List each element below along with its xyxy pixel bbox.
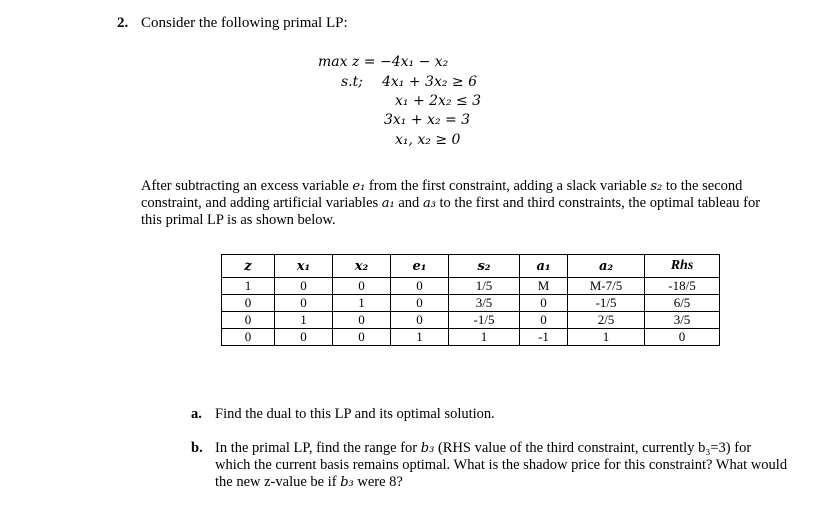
var-a3: a₃ <box>422 196 436 211</box>
var-s2: s₂ <box>650 179 663 194</box>
table-cell: 0 <box>391 295 449 312</box>
table-cell: -18/5 <box>645 278 720 295</box>
table-cell: 0 <box>275 278 333 295</box>
lp-objective <box>318 54 448 70</box>
table-row <box>222 278 720 295</box>
part-b-text <box>215 440 790 491</box>
table-cell: 0 <box>222 312 275 329</box>
table-cell: M <box>520 278 568 295</box>
col-header-s2: s₂ <box>449 255 520 278</box>
table-row <box>222 329 720 346</box>
lp-objective-expr: −4x₁ − x₂ <box>379 54 449 70</box>
table-cell: -1 <box>520 329 568 346</box>
part-b-label: b. <box>191 440 203 456</box>
question-number: 2. <box>117 15 129 31</box>
col-header-a2: a₂ <box>568 255 645 278</box>
table-cell: 0 <box>333 312 391 329</box>
col-header-x1: x₁ <box>275 255 333 278</box>
lp-objective-label: max z = <box>318 54 380 70</box>
lp-nonnegativity: x₁, x₂ ≥ 0 <box>395 132 461 148</box>
lp-constraint-2: x₁ + 2x₂ ≤ 3 <box>395 93 482 109</box>
col-header-x2: x₂ <box>333 255 391 278</box>
lp-st-label: s.t; <box>341 74 363 90</box>
part-a-label: a. <box>191 406 202 422</box>
table-cell: 2/5 <box>568 312 645 329</box>
optimal-tableau <box>221 254 720 346</box>
table-cell: 3/5 <box>449 295 520 312</box>
table-cell: 0 <box>391 312 449 329</box>
para-text-2: from the first constraint, adding a slack variable <box>365 178 651 194</box>
table-cell: 1 <box>222 278 275 295</box>
col-header-rhs: Rhs <box>645 255 720 278</box>
table-cell: -1/5 <box>568 295 645 312</box>
table-cell: 0 <box>333 278 391 295</box>
table-cell: 1 <box>275 312 333 329</box>
col-header-z: z <box>222 255 275 278</box>
part-b-text-1: In the primal LP, find the range for <box>215 440 421 456</box>
table-cell: 6/5 <box>645 295 720 312</box>
part-b-text-2: (RHS value of the third constraint, currently b₃=3) for which the current basis remains optimal. What is the shadow price for this constraint? What would the new z-value be if <box>215 440 788 490</box>
lp-constraint-3: 3x₁ + x₂ = 3 <box>384 112 471 128</box>
table-row <box>222 312 720 329</box>
table-cell: 1 <box>568 329 645 346</box>
question-prompt: Consider the following primal LP: <box>141 15 348 31</box>
table-row <box>222 295 720 312</box>
para-text-1: After subtracting an excess variable <box>141 178 353 194</box>
table-cell: 0 <box>520 312 568 329</box>
table-cell: 0 <box>645 329 720 346</box>
var-b3: b₃ <box>420 441 435 456</box>
table-cell: 1 <box>391 329 449 346</box>
para-text-3: to the second constraint, and adding artificial variables <box>141 178 743 211</box>
table-cell: 1 <box>449 329 520 346</box>
col-header-e1: e₁ <box>391 255 449 278</box>
table-cell: 0 <box>333 329 391 346</box>
table-cell: 1/5 <box>449 278 520 295</box>
part-a-text: Find the dual to this LP and its optimal solution. <box>215 406 495 422</box>
table-cell: 3/5 <box>645 312 720 329</box>
tableau-description <box>141 178 781 229</box>
table-cell: 0 <box>222 295 275 312</box>
col-header-a1: a₁ <box>520 255 568 278</box>
para-text-4: and <box>394 195 423 211</box>
var-a1: a₁ <box>381 196 395 211</box>
table-cell: 0 <box>391 278 449 295</box>
table-cell: 1 <box>333 295 391 312</box>
tableau-header-row <box>222 255 720 278</box>
table-cell: 0 <box>275 295 333 312</box>
part-b-text-3: were 8? <box>353 474 403 490</box>
table-cell: 0 <box>275 329 333 346</box>
para-text-5: to the first and third constraints, the optimal tableau for this primal LP is as shown below. <box>141 195 761 228</box>
table-cell: -1/5 <box>449 312 520 329</box>
table-cell: 0 <box>520 295 568 312</box>
var-e1: e₁ <box>352 179 366 194</box>
lp-constraint-1: 4x₁ + 3x₂ ≥ 6 <box>382 74 477 90</box>
table-cell: M-7/5 <box>568 278 645 295</box>
var-b3: b₃ <box>340 475 354 490</box>
table-cell: 0 <box>222 329 275 346</box>
